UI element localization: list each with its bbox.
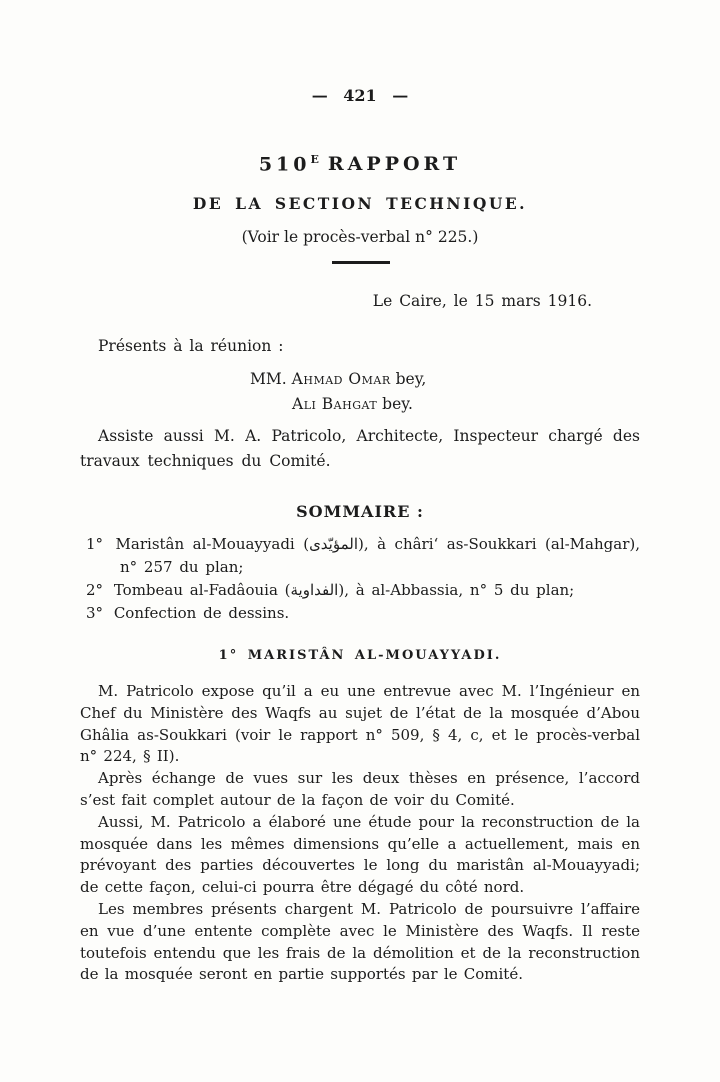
body-paragraph: M. Patricolo expose qu’il a eu une entrevue avec M. l’Ingénieur en Chef du Ministère des Waqfs au sujet de l’état de la mosquée d’Abou Ghâlia as-Soukkari (voir le rapport n° 509, § 4, c, et le procès-verbal n° 224, § II). [80,682,640,766]
sommaire-list [80,533,640,625]
page-number: — 421 — [311,86,409,105]
section-body [80,681,640,986]
body-paragraph: Les membres présents chargent M. Patricolo de poursuivre l’affaire en vue d’une entente complète avec le Ministère des Waqfs. Il reste toutefois entendu que les frais de la démolition et de la reconstruction de la mosquée seront en partie supportés par le Comité. [80,899,640,984]
attendee-prefix: MM. [250,370,287,388]
sommaire-item-text: Confection de dessins. [113,604,290,622]
sommaire-heading: SOMMAIRE : [296,502,424,521]
sommaire-item-text: Tombeau al-Fadâouia (الفداوية), à al-Abbassia, n° 5 du plan; [113,581,575,599]
attendance-label: Présents à la réunion : [98,337,284,355]
attendee-suffix: bey, [395,370,427,388]
sommaire-item-number: 2° [86,581,104,599]
attendee-name: Ali Bahgat [292,395,378,413]
dateline: Le Caire, le 15 mars 1916. [372,292,592,310]
report-title [80,153,640,175]
divider-rule [332,261,390,264]
sommaire-item [80,602,640,625]
attendee-name: Ahmad Omar [291,370,391,388]
sommaire-item-text: Maristân al-Mouayyadi (المؤيّدى), à châri‘ as-Soukkari (al-Mahgar), n° 257 du plan; [115,535,640,576]
attendee-list [80,367,640,417]
sommaire-item [80,533,640,579]
attendee-suffix: bey. [382,395,413,413]
attendee-line [292,392,640,417]
body-paragraph: Après échange de vues sur les deux thèses en présence, l’accord s’est fait complet autour de la façon de voir du Comité. [80,769,640,809]
report-number: 510 [258,153,311,176]
body-paragraph: Aussi, M. Patricolo a élaboré une étude pour la reconstruction de la mosquée dans les mêmes dimensions qu’elle a actuellement, mais en prévoyant des parties découvertes le long du maristân al-Mouayyadi; de cette façon, celui-ci pourra être dégagé du côté nord. [80,812,640,897]
attendance-note: Assiste aussi M. A. Patricolo, Architecte, Inspecteur chargé des travaux techniques du Comité. [80,427,640,470]
section-heading: 1° MARISTÂN AL-MOUAYYADI. [218,648,502,663]
report-number-ordinal: E [310,153,320,166]
sommaire-item-number: 3° [86,604,104,622]
report-subtitle: DE LA SECTION TECHNIQUE. [192,194,528,213]
sommaire-item [80,579,640,602]
report-note: (Voir le procès-verbal n° 225.) [241,228,479,246]
sommaire-item-number: 1° [86,535,104,553]
report-word: RAPPORT [327,153,462,176]
attendee-line [250,367,640,392]
